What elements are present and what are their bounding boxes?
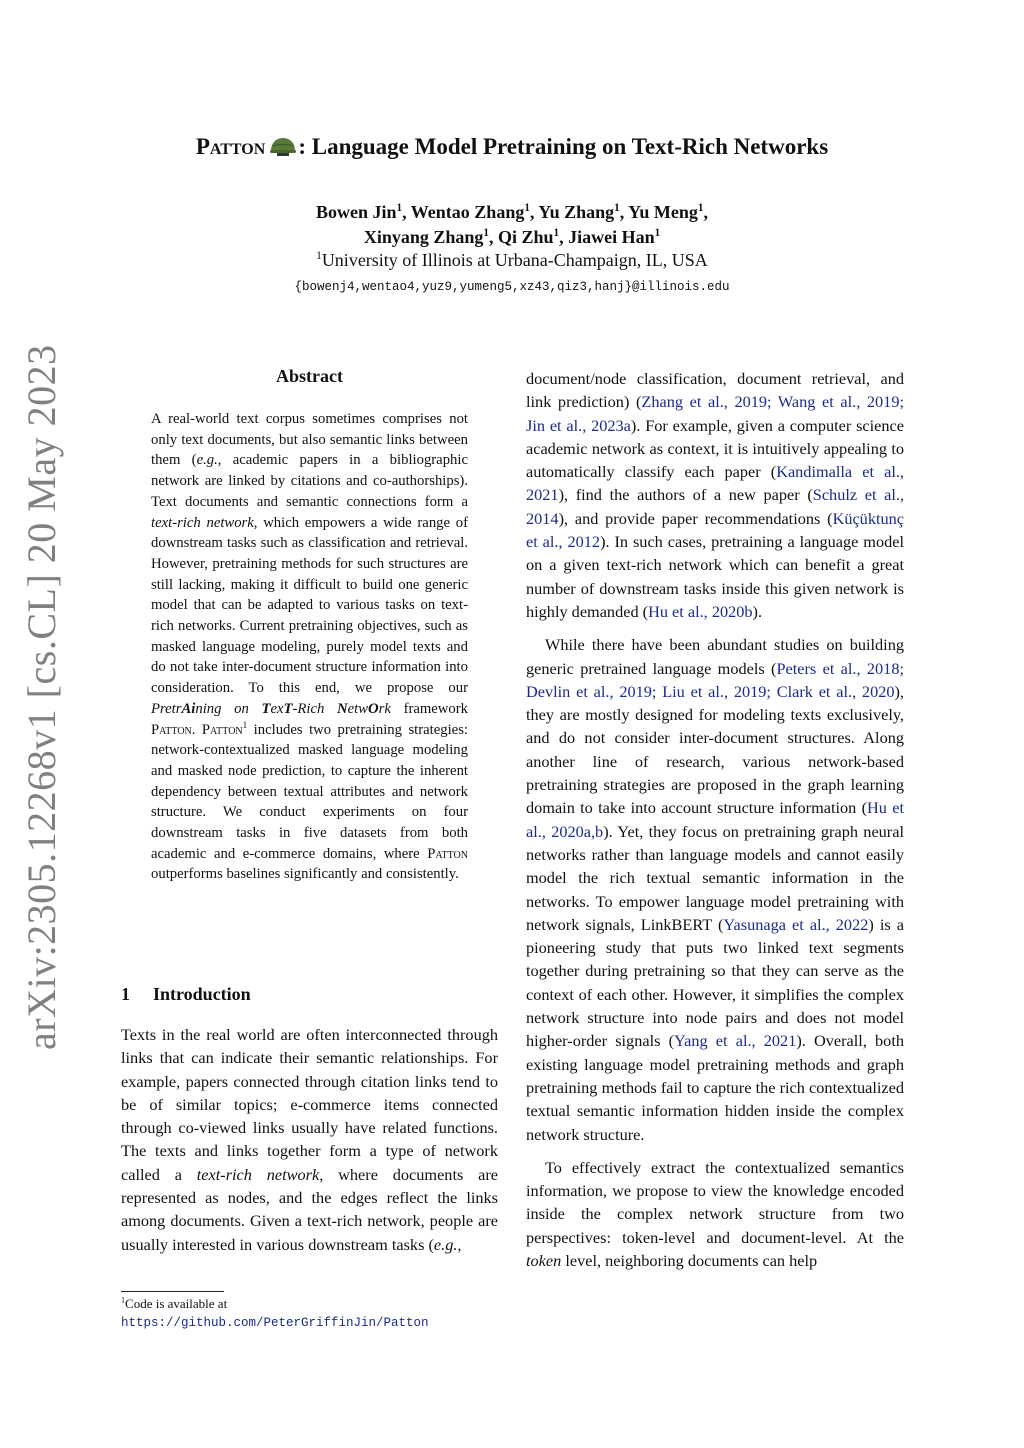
- citation-link[interactable]: Hu et al., 2020a,b: [526, 798, 905, 841]
- author-name: Qi Zhu: [497, 227, 554, 247]
- intro-paragraph-1: Texts in the real world are often interconnected through links that can indicate their semantic relationships. For example, papers connected through citation links tend to be of similar topics; e-commerce items connected through co-viewed links usually have related functions. The texts and links together form a type of network called a text-rich network, where documents are represented as nodes, and the edges reflect the links among documents. Given a text-rich network, people are usually interested in various downstream tasks (e.g.,: [121, 1025, 499, 1254]
- right-column: [526, 367, 904, 1282]
- author-emails: {bowenj4,wentao4,yuz9,yumeng5,xz43,qiz3,hanj}@illinois.edu: [294, 280, 730, 294]
- paper-title: [0, 134, 1024, 163]
- footnote: $^1$Code is available at https://github.com/PeterGriffinJin/Patton: [121, 1295, 429, 1330]
- citation-link[interactable]: Peters et al., 2018; Devlin et al., 2019; Liu et al., 2019; Clark et al., 2020: [526, 658, 904, 701]
- affiliation-mark: 1: [614, 202, 620, 214]
- arxiv-stamp: arXiv:2305.12268v1 [cs.CL] 20 May 2023: [19, 344, 64, 1050]
- author-name: Yu Zhang: [538, 202, 615, 222]
- author-name: Wentao Zhang: [410, 202, 525, 222]
- affiliation-mark: 1: [396, 202, 403, 214]
- author-name: Xinyang Zhang: [363, 227, 484, 247]
- footnote-rule: [121, 1291, 224, 1292]
- affiliation: $^1$University of Illinois at Urbana-Champaign, IL, USA: [316, 250, 708, 270]
- citation-link[interactable]: Yang et al., 2021: [674, 1031, 797, 1051]
- citation-link[interactable]: Kandimalla et al., 2021: [526, 462, 904, 505]
- section-heading-introduction: 1 Introduction: [121, 984, 251, 1004]
- author-name: Jiawei Han: [568, 227, 655, 247]
- author-line-2: Xinyang Zhang$^1$, Qi Zhu$^1$, Jiawei Han$^1$: [363, 227, 661, 247]
- abstract-heading: Abstract: [276, 366, 343, 386]
- citation-link[interactable]: Zhang et al., 2019; Wang et al., 2019; Jin et al., 2023a: [526, 392, 904, 435]
- paragraph-approach: To effectively extract the contextualized semantics information, we propose to view the knowledge encoded inside the complex network structure from two perspectives: token-level and document-level. At the token level, neighboring documents can help: [526, 1157, 904, 1270]
- github-link[interactable]: https://github.com/PeterGriffinJin/Patton: [121, 1316, 429, 1330]
- title-rest: : Language Model Pretraining on Text-Rich Networks: [298, 134, 829, 159]
- title-name: Patton: [195, 134, 266, 159]
- author-line-1: Bowen Jin$^1$, Wentao Zhang$^1$, Yu Zhang$^1$, Yu Meng$^1$,: [316, 202, 708, 222]
- author-name: Bowen Jin: [316, 202, 397, 222]
- helmet-icon: [269, 137, 297, 163]
- author-name: Yu Meng: [628, 202, 698, 222]
- paragraph-related-work: While there have been abundant studies on building generic pretrained language models (Peters et al., 2018; Devlin et al., 2019; Liu et al., 2019; Clark et al., 2020), they are mostly designed for modeling texts exclusively, and do not consider inter-document structures. Along another line of research, various network-based pretraining strategies are proposed in the graph learning domain to take into account structure information (Hu et al., 2020a,b). Yet, they focus on pretraining graph neural networks rather than language models and cannot easily model the rich textual semantic information in the networks. To empower language model pretraining with network signals, LinkBERT (Yasunaga et al., 2022) is a pioneering study that puts two linked text segments together during pretraining so that they can serve as the context of each other. However, it simplifies the complex network structure into node pairs and does not model higher-order signals (Yang et al., 2021). Overall, both existing language model pretraining methods and graph pretraining methods fail to capture the rich contextualized textual semantic information hidden inside the complex network structure.: [526, 635, 905, 1144]
- citation-link[interactable]: Hu et al., 2020b: [648, 601, 753, 621]
- paragraph-continuation: document/node classification, document retrieval, and link prediction) (Zhang et al., 2019; Wang et al., 2019; Jin et al., 2023a). For example, given a computer science academic network as context, it is intuitively appealing to automatically classify each paper (Kandimalla et al., 2021), find the authors of a new paper (Schulz et al., 2014), and provide paper recommendations (Küçüktunç et al., 2012). In such cases, pretraining a language model on a given text-rich network which can benefit a great number of downstream tasks inside this given network is highly demanded (Hu et al., 2020b).: [526, 369, 905, 621]
- citation-link[interactable]: Schulz et al., 2014: [526, 485, 905, 528]
- footnote-mark[interactable]: 1: [242, 719, 248, 730]
- affiliation-mark: 1: [524, 202, 530, 214]
- affiliation-mark: 1: [697, 202, 704, 214]
- acronym-expansion: PretrAining on TexT-Rich NetwOrk: [151, 700, 391, 717]
- affiliation-mark: 1: [654, 227, 661, 239]
- citation-link[interactable]: Yasunaga et al., 2022: [723, 914, 869, 934]
- citation-link[interactable]: Küçüktunç et al., 2012: [526, 508, 904, 552]
- author-list: [0, 200, 1024, 250]
- abstract-body: A real-world text corpus sometimes comprises not only text documents, but also semantic links between them (e.g., academic papers in a bibliographic network are linked by citations and co-authorships). Text documents and semantic connections form a text-rich network, which empowers a wide range of downstream tasks such as classification and retrieval. However, pretraining methods for such structures are still lacking, making it difficult to build one generic model that can be adapted to various tasks on text-rich networks. Current pretraining objectives, such as masked language modeling, purely model texts and do not take inter-document structure information into consideration. To this end, we propose our PretrAining on TexT-Rich NetwOrk framework Patton. Patton$^1$ includes two pretraining strategies: network-contextualized masked language modeling and masked node prediction, to capture the inherent dependency between textual attributes and network structure. We conduct experiments on four downstream tasks in five datasets from both academic and e-commerce domains, where Patton outperforms baselines significantly and consistently.: [151, 411, 468, 883]
- affiliation-mark: 1: [553, 227, 560, 239]
- affiliation-mark: 1: [483, 227, 489, 239]
